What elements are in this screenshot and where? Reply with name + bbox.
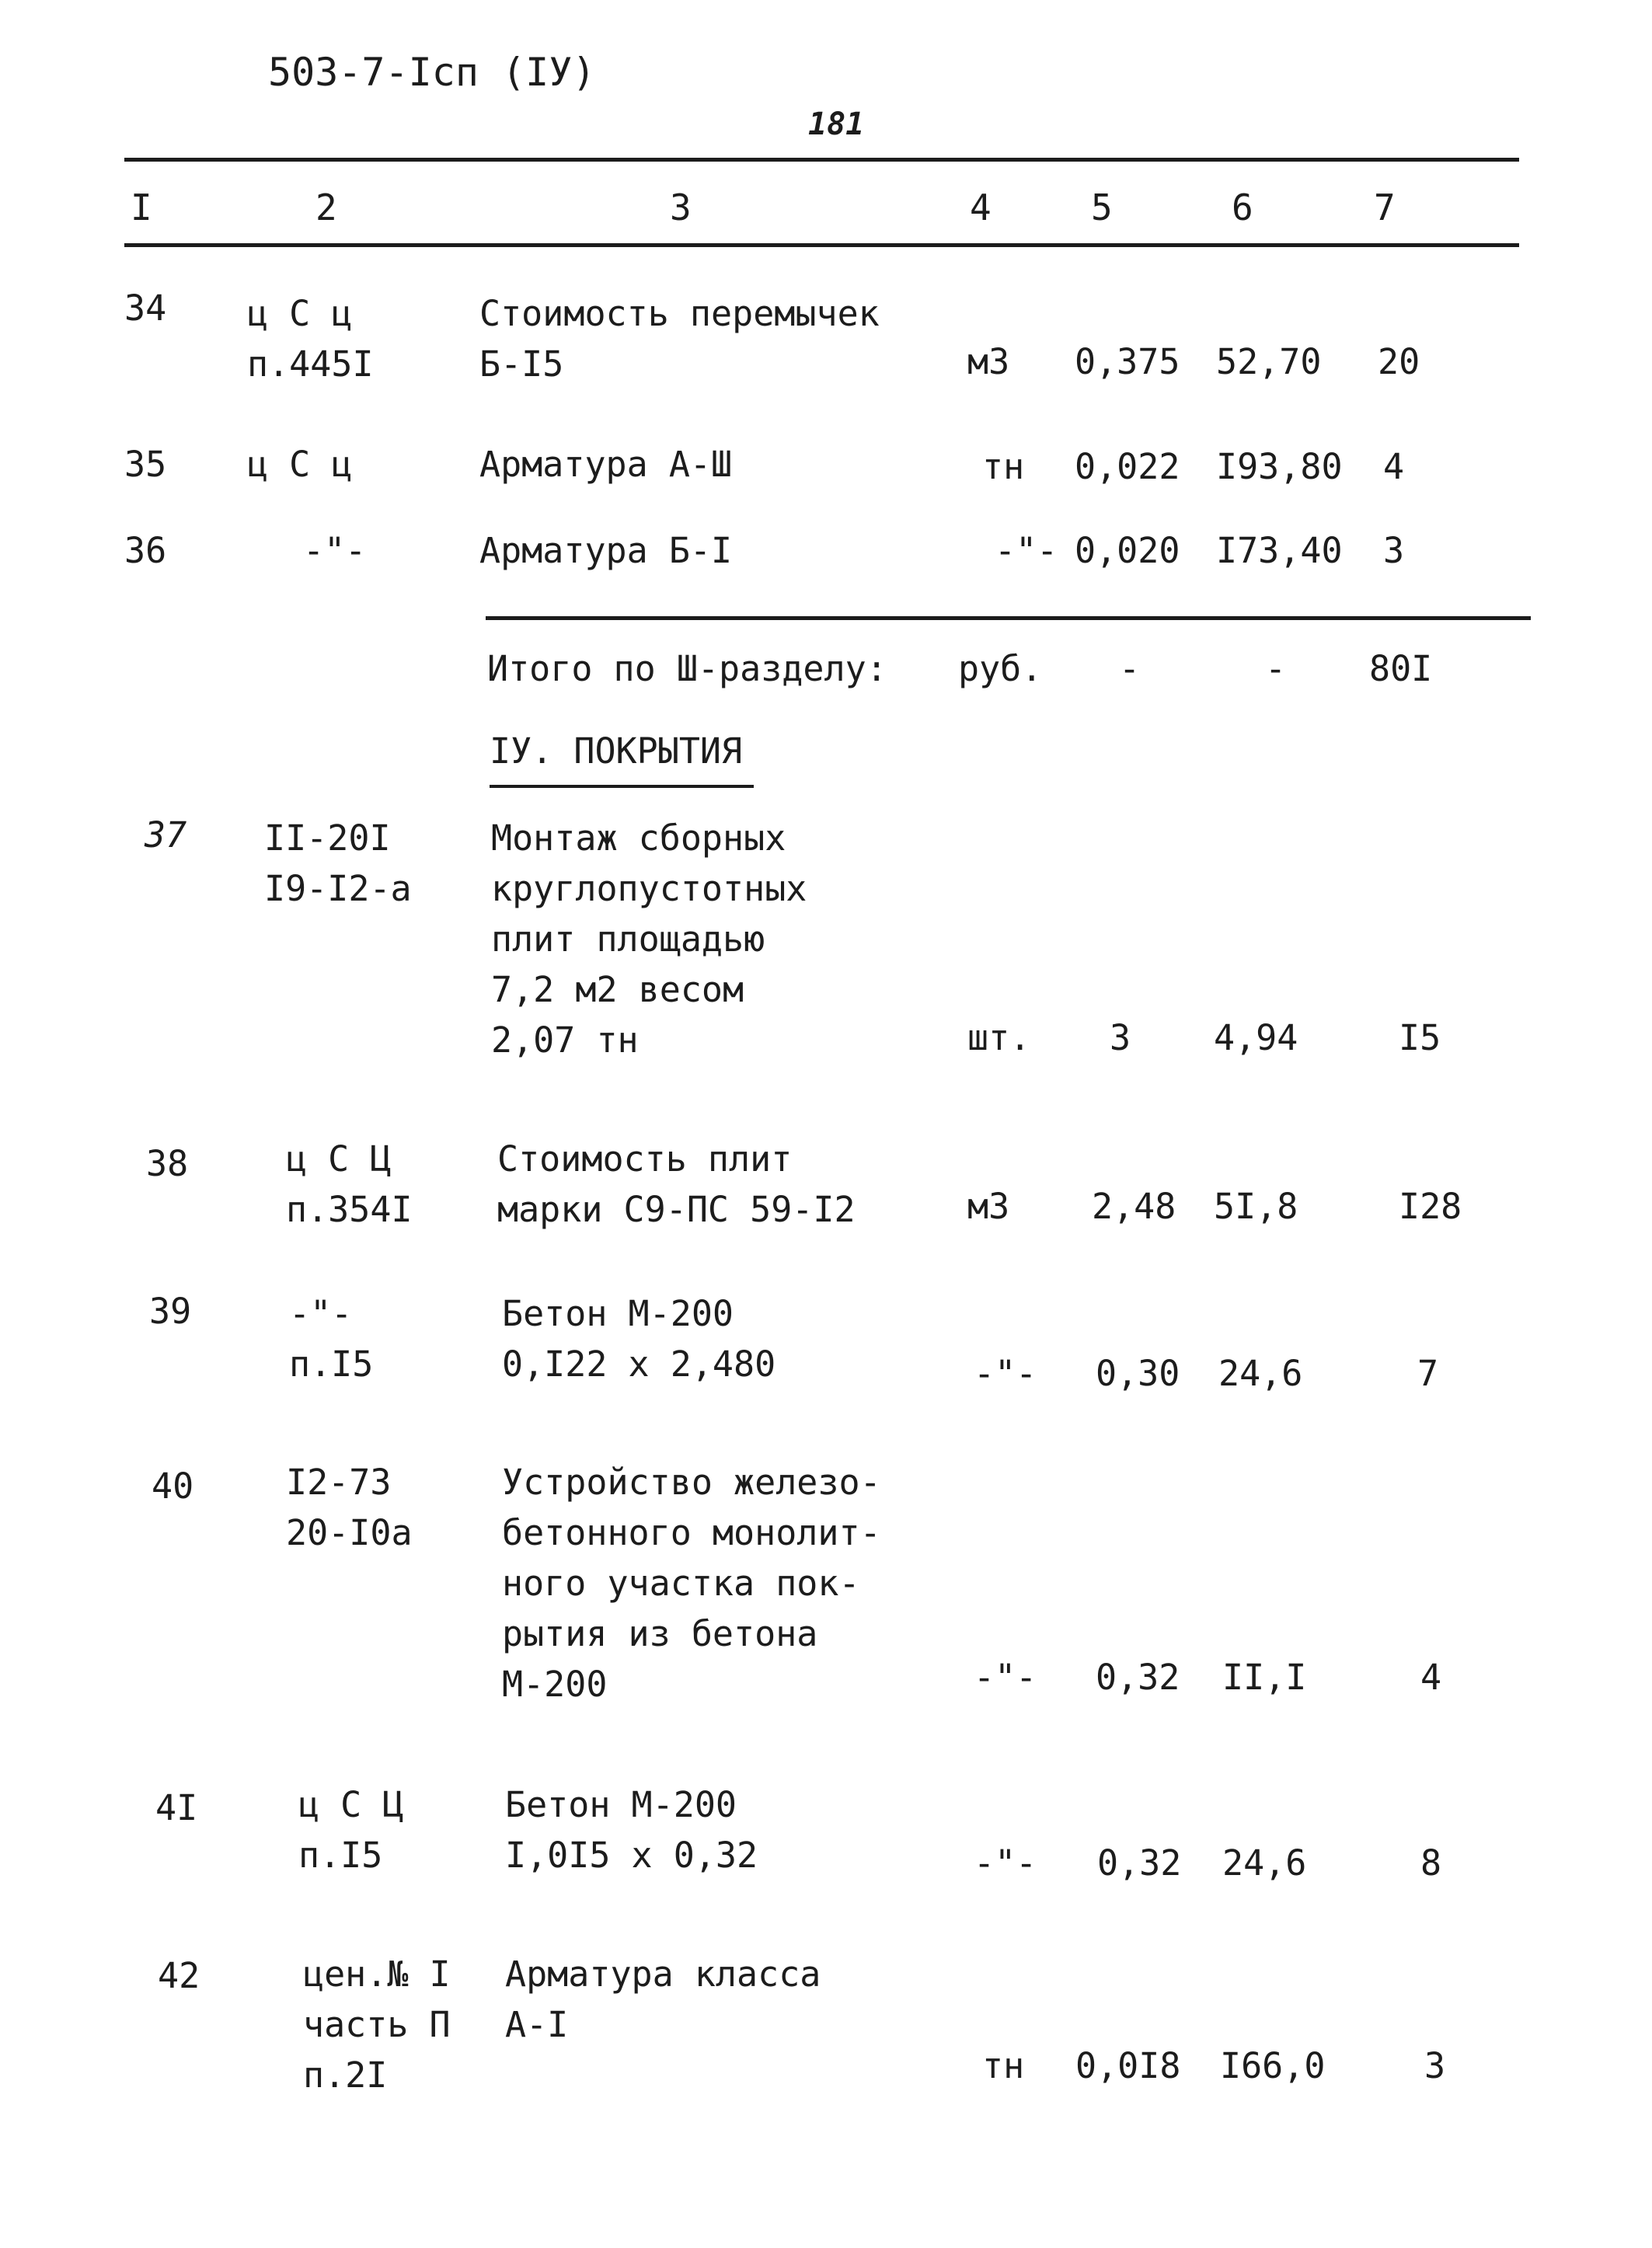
column-number: I [131, 186, 152, 228]
row-code-line: цен.№ I [303, 1953, 451, 1995]
row-code [264, 813, 412, 914]
row-description-line: марки С9-ПС 59-I2 [497, 1189, 856, 1230]
row-total: 3 [1383, 530, 1405, 571]
row-description-line: М-200 [502, 1664, 608, 1705]
row-unit-price: I93,80 [1216, 446, 1343, 487]
row-unit: м3 [967, 341, 1010, 382]
row-code [247, 439, 352, 490]
column-number: 7 [1374, 186, 1396, 228]
row-code-line: п.354I [286, 1189, 413, 1230]
row-code-line: ц С ц [247, 444, 353, 485]
row-quantity: 0,32 [1097, 1842, 1182, 1884]
row-description [491, 813, 807, 1065]
row-total: 4 [1383, 446, 1405, 487]
row-code-line: ц С ц [247, 293, 353, 334]
row-unit: тн [982, 446, 1025, 487]
row-code-line: п.I5 [289, 1344, 374, 1385]
row-total: 20 [1378, 341, 1420, 382]
subtotal-label: Итого по Ш-разделу: [487, 648, 887, 689]
row-unit-price: 24,6 [1218, 1353, 1303, 1394]
row-unit: -"- [974, 1657, 1037, 1698]
row-description-line: Б-I5 [479, 343, 564, 385]
section-title-underline [490, 785, 754, 788]
subtotal-price: - [1265, 648, 1287, 689]
row-description-line: I,0I5 х 0,32 [505, 1835, 758, 1876]
row-code [303, 1949, 451, 2100]
row-description [502, 1288, 775, 1389]
row-code-line: II-20I [264, 817, 391, 859]
header-rule [124, 243, 1519, 247]
row-description-line: плит площадью [491, 918, 765, 960]
column-number: 2 [315, 186, 337, 228]
row-unit: тн [982, 2045, 1025, 2086]
row-code-line: 20-I0а [286, 1512, 413, 1553]
row-quantity: 0,020 [1075, 530, 1180, 571]
row-description-line: Арматура Б-I [479, 530, 733, 571]
section-title: IУ. ПОКРЫТИЯ [490, 730, 743, 772]
row-description-line: ного участка пок- [502, 1563, 860, 1604]
row-description-line: Стоимость перемычек [479, 293, 880, 334]
row-total: 4 [1420, 1657, 1442, 1698]
row-description-line: 0,I22 х 2,480 [502, 1344, 776, 1385]
row-description [505, 1779, 758, 1880]
row-code [286, 1134, 413, 1235]
row-code-line: п.445I [247, 343, 374, 385]
row-unit-price: 5I,8 [1214, 1186, 1298, 1227]
row-unit-price: II,I [1222, 1657, 1307, 1698]
row-total: I5 [1399, 1017, 1441, 1058]
row-description [505, 1949, 821, 2050]
page-number: 181 [808, 106, 865, 142]
row-unit-price: 52,70 [1216, 341, 1322, 382]
row-description-line: Арматура А-Ш [479, 444, 733, 485]
row-unit-price: I66,0 [1220, 2045, 1326, 2086]
subtotal-rule [486, 616, 1531, 620]
row-description-line: круглопустотных [491, 868, 807, 909]
row-description-line: рытия из бетона [502, 1613, 818, 1654]
row-number: 37 [145, 814, 187, 856]
row-quantity: 0,32 [1096, 1657, 1180, 1698]
row-unit: м3 [967, 1186, 1010, 1227]
row-code-line: п.I5 [298, 1835, 383, 1876]
row-code [247, 288, 374, 389]
row-code-line: I2-73 [286, 1462, 392, 1503]
column-number: 4 [970, 186, 992, 228]
row-number: 34 [124, 288, 167, 329]
subtotal-unit: руб. [958, 648, 1043, 689]
row-quantity: 0,0I8 [1075, 2045, 1181, 2086]
row-code-line: I9-I2-а [264, 868, 412, 909]
row-description-line: Бетон М-200 [502, 1293, 734, 1334]
row-description-line: бетонного монолит- [502, 1512, 881, 1553]
column-number: 3 [670, 186, 692, 228]
row-description-line: Арматура класса [505, 1953, 821, 1995]
row-description-line: 2,07 тн [491, 1019, 639, 1061]
row-description [479, 525, 732, 576]
row-unit: шт. [967, 1017, 1031, 1058]
row-code [289, 1288, 373, 1389]
row-unit-price: I73,40 [1216, 530, 1343, 571]
row-description-line: 7,2 м2 весом [491, 969, 744, 1010]
row-description [479, 288, 880, 389]
document-code: 503-7-Icп (IУ) [268, 50, 596, 95]
row-code-line: ц С Ц [298, 1784, 404, 1825]
row-description-line: Устройство железо- [502, 1462, 881, 1503]
row-total: 8 [1420, 1842, 1442, 1884]
row-code-line: п.2I [303, 2055, 388, 2096]
row-quantity: 2,48 [1092, 1186, 1176, 1227]
row-number: 40 [152, 1466, 194, 1507]
row-unit-price: 4,94 [1214, 1017, 1298, 1058]
subtotal-total: 80I [1369, 648, 1433, 689]
row-number: 36 [124, 530, 167, 571]
row-total: 3 [1424, 2045, 1446, 2086]
row-unit: -"- [995, 530, 1058, 571]
row-description [497, 1134, 856, 1235]
row-code-line: ц С Ц [286, 1138, 392, 1180]
row-number: 42 [158, 1955, 200, 1996]
row-code-line: -"- [289, 1293, 353, 1334]
row-number: 35 [124, 444, 167, 485]
row-code [286, 1457, 413, 1558]
row-description [479, 439, 732, 490]
row-unit: -"- [974, 1353, 1037, 1394]
row-description-line: Монтаж сборных [491, 817, 786, 859]
row-number: 38 [146, 1143, 189, 1184]
row-unit-price: 24,6 [1222, 1842, 1307, 1884]
row-quantity: 3 [1110, 1017, 1131, 1058]
row-total: 7 [1417, 1353, 1439, 1394]
row-total: I28 [1399, 1186, 1462, 1227]
row-description-line: А-I [505, 2004, 569, 2045]
subtotal-quantity: - [1119, 648, 1141, 689]
row-code [298, 1779, 403, 1880]
top-rule [124, 158, 1519, 162]
column-number: 5 [1091, 186, 1113, 228]
row-code-line: часть П [303, 2004, 451, 2045]
row-unit: -"- [974, 1842, 1037, 1884]
row-quantity: 0,022 [1075, 446, 1180, 487]
row-description-line: Бетон М-200 [505, 1784, 737, 1825]
row-number: 4I [155, 1787, 198, 1828]
row-description [502, 1457, 881, 1710]
row-quantity: 0,375 [1075, 341, 1180, 382]
row-quantity: 0,30 [1096, 1353, 1180, 1394]
row-description-line: Стоимость плит [497, 1138, 793, 1180]
row-number: 39 [149, 1291, 192, 1332]
column-number: 6 [1232, 186, 1253, 228]
row-code [303, 525, 366, 576]
row-code-line: -"- [303, 530, 367, 571]
